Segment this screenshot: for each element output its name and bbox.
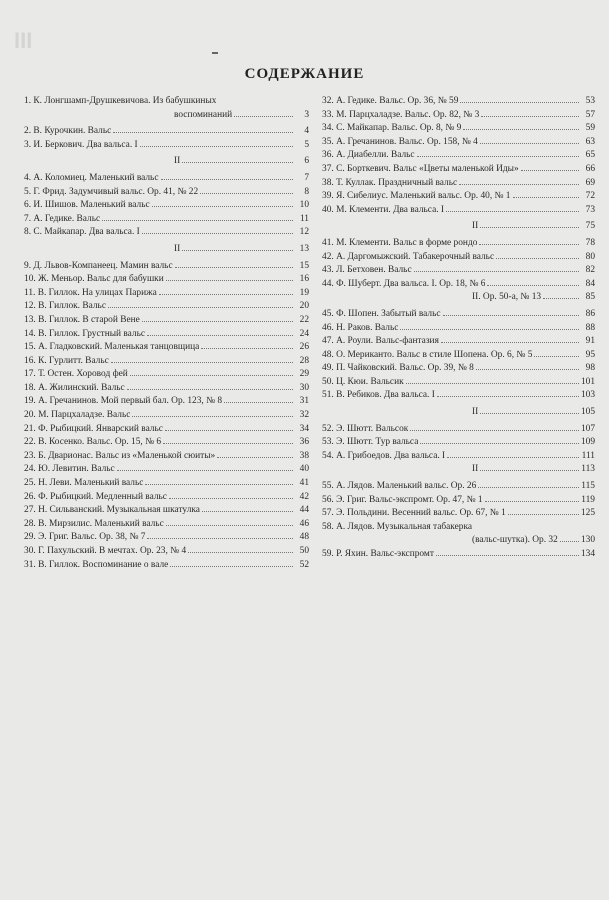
toc-leader-dots [460,102,579,103]
toc-entry-title: 22. В. Косенко. Вальс. Ор. 15, № 6 [24,437,162,448]
toc-entry-title: 2. В. Курочкин. Вальс [24,126,112,137]
toc-page-number: 7 [304,172,309,183]
toc-entry-title: 18. А. Жилинский. Вальс [24,382,125,393]
toc-entry [24,491,309,505]
toc-entry [24,531,309,545]
toc-entry [24,155,309,169]
toc-leader-dots [480,143,579,144]
toc-page-number: 11 [299,213,309,224]
toc-leader-dots [111,362,293,363]
toc-entry [322,95,595,109]
toc-leader-dots [188,552,293,553]
toc-page-number: 66 [585,163,595,174]
toc-entry-title: 9. Д. Львов-Компанеец. Мамин вальс [24,260,173,271]
toc-entry-title: 3. И. Беркович. Два вальса. I [24,139,138,150]
toc-leader-dots [127,389,293,390]
toc-entry-title: 31. В. Гиллок. Воспоминание о вале [24,559,169,570]
toc-leader-dots [140,146,293,147]
toc-page-number: 50 [299,546,309,556]
toc-entry-title: II. Ор. 50-а, № 13 [472,292,542,303]
toc-leader-dots [142,233,293,234]
toc-entry [322,204,595,218]
toc-leader-dots [417,156,579,157]
toc-page-number: 80 [585,251,595,262]
toc-page-number: 5 [304,139,309,150]
toc-leader-dots [443,315,579,316]
toc-leader-dots [446,211,579,212]
toc-right-column [322,95,595,562]
toc-page-number: 82 [585,265,595,276]
toc-entry [24,186,309,200]
toc-entry [322,278,595,292]
toc-entry-title: 28. В. Мирзилис. Маленький вальс [24,518,164,529]
toc-leader-dots [400,329,579,330]
toc-leader-dots [420,443,579,444]
toc-entry [322,521,595,535]
toc-leader-dots [165,430,293,431]
toc-entry [24,355,309,369]
toc-leader-dots [478,487,579,488]
toc-leader-dots [117,470,293,471]
toc-entry-title: 45. Ф. Шопен. Забытый вальс [322,308,441,319]
toc-page-number: 28 [299,355,309,366]
toc-entry-title: 35. А. Гречанинов. Вальс. Ор. 158, № 4 [322,136,478,147]
toc-entry-title: 57. Э. Польдини. Весенний вальс. Ор. 67, № 1 [322,508,506,519]
toc-entry-title: 39. Я. Сибелиус. Маленький вальс. Ор. 40, № 1 [322,191,511,202]
toc-entry-title: 19. А. Гречанинов. Мой первый бал. Ор. 123, № 8 [24,396,223,407]
toc-entry [322,362,595,376]
toc-page-number: 78 [585,237,595,248]
toc-leader-dots [201,348,293,349]
toc-entry-title: II [472,407,479,418]
toc-entry-title: 48. О. Мериканто. Вальс в стиле Шопена. Ор. 6, № 5 [322,349,533,360]
toc-entry [322,122,595,136]
toc-page-number: 40 [299,464,309,475]
toc-page-number: 75 [585,221,595,232]
toc-page-number: 72 [585,191,595,202]
toc-entry-title: II [174,156,181,167]
toc-leader-dots [437,396,579,397]
toc-leader-dots [108,307,293,308]
toc-leader-dots [145,484,293,485]
toc-entry [24,328,309,342]
toc-leader-dots [496,258,579,259]
toc-leader-dots [152,206,293,207]
toc-page-number: 113 [581,464,595,475]
toc-page-number: 103 [580,390,595,401]
toc-entry-title: 25. Н. Леви. Маленький вальс [24,478,144,489]
toc-leader-dots [479,244,579,245]
toc-left-column [24,95,309,572]
toc-entry [24,463,309,477]
toc-entry-title: 41. М. Клементи. Вальс в форме рондо [322,237,478,248]
toc-entry [24,518,309,532]
toc-leader-dots [182,250,293,251]
toc-entry [24,273,309,287]
toc-page-number: 134 [580,549,595,559]
toc-entry-title: II [472,464,479,475]
toc-leader-dots [102,220,293,221]
toc-leader-dots [163,443,293,444]
toc-page-number: 73 [585,204,595,215]
toc-leader-dots [161,179,294,180]
toc-entry [322,389,595,403]
toc-entry-title: 47. А. Роули. Вальс-фантазия [322,336,439,347]
toc-entry-title: 32. А. Гедике. Вальс. Ор. 36, № 59 [322,96,459,106]
toc-entry [322,220,595,234]
toc-leader-dots [147,335,293,336]
toc-leader-dots [441,342,579,343]
toc-entry-title: II [472,221,479,232]
toc-entry [322,264,595,278]
toc-entry [24,199,309,213]
toc-leader-dots [200,193,293,194]
toc-entry [322,463,595,477]
toc-entry-title: 8. С. Майкапар. Два вальса. I [24,227,140,238]
toc-entry [24,109,309,123]
toc-entry [24,213,309,227]
toc-entry [24,368,309,382]
toc-page-number: 38 [299,450,309,461]
toc-entry [322,376,595,390]
toc-leader-dots [476,369,579,370]
toc-page-number: 84 [585,278,595,289]
page-title: СОДЕРЖАНИЕ [244,66,365,82]
toc-page-number: 130 [580,535,595,546]
toc-page-number: 88 [585,322,595,333]
toc-page-number: 53 [585,96,595,106]
toc-leader-dots [175,267,293,268]
toc-entry [322,423,595,437]
toc-entry [322,308,595,322]
toc-leader-dots [480,227,579,228]
toc-leader-dots [485,501,579,502]
toc-entry-title: (вальс-шутка). Ор. 32 [472,535,558,546]
toc-entry [24,409,309,423]
toc-leader-dots [182,162,293,163]
toc-page-number: 59 [585,123,595,134]
toc-entry-title: 20. М. Парцхаладзе. Вальс [24,410,131,421]
toc-leader-dots [480,470,579,471]
toc-entry-title: 52. Э. Шютт. Вальсок [322,423,409,434]
toc-entry [322,534,595,548]
toc-page-number: 10 [299,200,309,211]
toc-entry-title: 29. Э. Григ. Вальс. Ор. 38, № 7 [24,532,146,543]
toc-page-number: 44 [299,505,309,516]
toc-page-number: 109 [580,437,595,448]
toc-leader-dots [560,541,579,542]
toc-page-number: 125 [580,508,595,519]
toc-leader-dots [159,294,293,295]
toc-leader-dots [224,402,293,403]
toc-entry-title: 5. Г. Фрид. Задумчивый вальс. Ор. 41, № 22 [24,186,199,197]
toc-page-number: 85 [585,292,595,303]
toc-page-number: 57 [585,109,595,120]
toc-page-number: 4 [304,126,309,137]
toc-leader-dots [459,184,579,185]
toc-entry-title: 49. П. Чайковский. Вальс. Ор. 39, № 8 [322,363,474,374]
toc-leader-dots [147,538,293,539]
toc-leader-dots [132,416,293,417]
toc-entry-title: 59. Р. Яхин. Вальс-экспромт [322,549,434,559]
toc-page-number: 26 [299,342,309,353]
toc-entry-title: 36. А. Диабелли. Вальс [322,150,415,161]
toc-leader-dots [481,116,579,117]
toc-entry [322,494,595,508]
toc-entry-title: 38. Т. Куллак. Праздничный вальс [322,177,458,188]
toc-page-number: 3 [304,109,309,120]
toc-entry [24,95,309,109]
toc-leader-dots [234,116,293,117]
toc-page-number: 8 [304,186,309,197]
toc-entry [322,177,595,191]
toc-entry-title: 51. В. Ребиков. Два вальса. I [322,390,435,401]
toc-page-number: 12 [299,227,309,238]
toc-entry [24,504,309,518]
toc-leader-dots [410,430,579,431]
toc-page-number: 34 [299,423,309,434]
toc-entry [322,436,595,450]
toc-entry-title: 17. Т. Остен. Хоровод фей [24,369,128,380]
toc-entry-title: 37. С. Борткевич. Вальс «Цветы маленькой Иды» [322,163,519,174]
toc-entry-title: 16. К. Гурлитт. Вальс [24,355,109,366]
toc-page-number: 15 [299,260,309,271]
toc-page-number: 41 [299,478,309,489]
toc-entry [322,149,595,163]
toc-entry [24,226,309,240]
toc-page-number: 19 [299,287,309,298]
toc-entry [322,335,595,349]
toc-entry-title: 12. В. Гиллок. Вальс [24,301,106,312]
toc-page-number: 105 [580,407,595,418]
toc-page-number: 16 [299,274,309,285]
toc-entry [322,237,595,251]
toc-leader-dots [166,280,293,281]
toc-leader-dots [202,511,293,512]
toc-entry [24,382,309,396]
toc-page-number: 63 [585,136,595,147]
toc-page-number: 22 [299,314,309,325]
toc-entry-title: 43. Л. Бетховен. Вальс [322,265,412,276]
toc-page-number: 6 [304,156,309,167]
toc-entry [322,349,595,363]
toc-page-number: 91 [585,336,595,347]
toc-entry [24,300,309,314]
toc-page-number: 29 [299,369,309,380]
toc-entry [24,260,309,274]
toc-page-number: 95 [585,349,595,360]
toc-entry-title: 24. Ю. Левитин. Вальс [24,464,115,475]
toc-leader-dots [487,285,579,286]
toc-page-number: 31 [299,396,309,407]
toc-leader-dots [130,375,293,376]
toc-entry-title: 15. А. Гладковский. Маленькая танцовщица [24,342,200,353]
toc-entry [24,314,309,328]
toc-page-number: 32 [299,410,309,421]
toc-leader-dots [463,129,579,130]
toc-entry [24,477,309,491]
toc-entry [322,480,595,494]
toc-entry-title: 55. А. Лядов. Маленький вальс. Ор. 26 [322,481,477,492]
toc-entry-title: 58. А. Лядов. Музыкальная табакерка [322,521,473,532]
toc-entry-title: 21. Ф. Рыбицкий. Январский вальс [24,423,163,434]
toc-page-number: 52 [299,559,309,570]
toc-page-number: 69 [585,177,595,188]
toc-entry-title: 56. Э. Григ. Вальс-экспромт. Ор. 47, № 1 [322,494,483,505]
toc-entry-title: 44. Ф. Шуберт. Два вальса. I. Ор. 18, № 6 [322,278,486,289]
toc-page-number: 42 [299,491,309,502]
toc-page-number: 48 [299,532,309,543]
toc-entry [322,406,595,420]
toc-leader-dots [436,555,579,556]
toc-page-number: 13 [299,243,309,254]
toc-entry [24,139,309,153]
toc-entry-title: 26. Ф. Рыбицкий. Медленный вальс [24,491,167,502]
toc-entry [322,322,595,336]
toc-leader-dots [406,383,579,384]
toc-entry [322,251,595,265]
toc-page-number: 115 [581,481,595,492]
toc-entry-title: 30. Г. Пахульский. В мечтах. Ор. 23, № 4 [24,546,187,556]
toc-entry [24,559,309,573]
toc-leader-dots [169,498,293,499]
toc-entry-title: 23. Б. Дварионас. Вальс из «Маленькой сюиты» [24,450,216,461]
toc-entry-title: 40. М. Клементи. Два вальса. I [322,204,445,215]
toc-page-number: 36 [299,437,309,448]
background-mark: III [14,28,33,53]
toc-leader-dots [142,321,293,322]
toc-page-number: 46 [299,518,309,529]
toc-leader-dots [480,413,579,414]
toc-page-number: 30 [299,382,309,393]
toc-entry-title: 33. М. Парцхаладзе. Вальс. Ор. 82, № 3 [322,109,480,120]
dash-mark [212,52,218,54]
toc-leader-dots [543,298,579,299]
toc-leader-dots [508,514,579,515]
toc-page-number: 98 [585,363,595,374]
toc-entry [24,243,309,257]
toc-entry [322,136,595,150]
toc-entry-title: 6. И. Шишов. Маленький вальс [24,200,150,211]
toc-entry [24,436,309,450]
toc-leader-dots [166,525,293,526]
toc-page-number: 107 [580,423,595,434]
toc-entry [24,545,309,559]
toc-entry [24,395,309,409]
toc-entry-title: 10. Ж. Меньор. Вальс для бабушки [24,274,164,285]
toc-page-number: 24 [299,328,309,339]
toc-entry-title: 50. Ц. Кюи. Вальсик [322,376,404,387]
toc-entry [322,163,595,177]
toc-entry [24,125,309,139]
toc-entry-title: 4. А. Коломиец. Маленький вальс [24,172,159,183]
toc-entry [24,287,309,301]
toc-entry-title: 7. А. Гедике. Вальс [24,213,101,224]
toc-leader-dots [217,457,293,458]
toc-entry-title: 42. А. Даргомыжский. Табакерочный вальс [322,251,495,262]
toc-entry [322,291,595,305]
toc-entry-title: 14. В. Гиллок. Грустный вальс [24,328,146,339]
toc-entry-title: 54. А. Грибоедов. Два вальса. I [322,450,446,461]
toc-page-number: 119 [581,494,595,505]
toc-entry [322,548,595,562]
toc-entry [24,423,309,437]
toc-entry-title: 34. С. Майкапар. Вальс. Ор. 8, № 9 [322,123,462,134]
toc-leader-dots [414,271,579,272]
toc-page-number: 65 [585,150,595,161]
toc-entry [322,450,595,464]
toc-leader-dots [170,566,293,567]
toc-entry-title: 13. В. Гиллок. В старой Вене [24,314,140,325]
toc-entry [24,341,309,355]
toc-page-number: 111 [581,450,595,461]
toc-leader-dots [534,356,579,357]
toc-leader-dots [447,457,579,458]
toc-entry-title: 46. Н. Раков. Вальс [322,322,399,333]
toc-leader-dots [113,132,293,133]
toc-page-number: 101 [580,376,595,387]
toc-entry-title: 11. В. Гиллок. На улицах Парижа [24,287,157,298]
toc-entry [24,450,309,464]
toc-leader-dots [521,170,579,171]
toc-entry [322,190,595,204]
toc-entry-title: 27. Н. Сильванский. Музыкальная шкатулка [24,505,200,516]
toc-entry [24,172,309,186]
toc-entry-title: 53. Э. Шютт. Тур вальса [322,437,419,448]
toc-leader-dots [513,197,580,198]
toc-entry-title: II [174,243,181,254]
toc-entry [322,507,595,521]
toc-page-number: 20 [299,301,309,312]
toc-entry-title: 1. К. Лонгшамп-Друшкевичова. Из бабушкиных [24,96,217,106]
toc-entry [322,109,595,123]
toc-entry-title: воспоминаний [174,109,233,120]
toc-page-number: 86 [585,308,595,319]
